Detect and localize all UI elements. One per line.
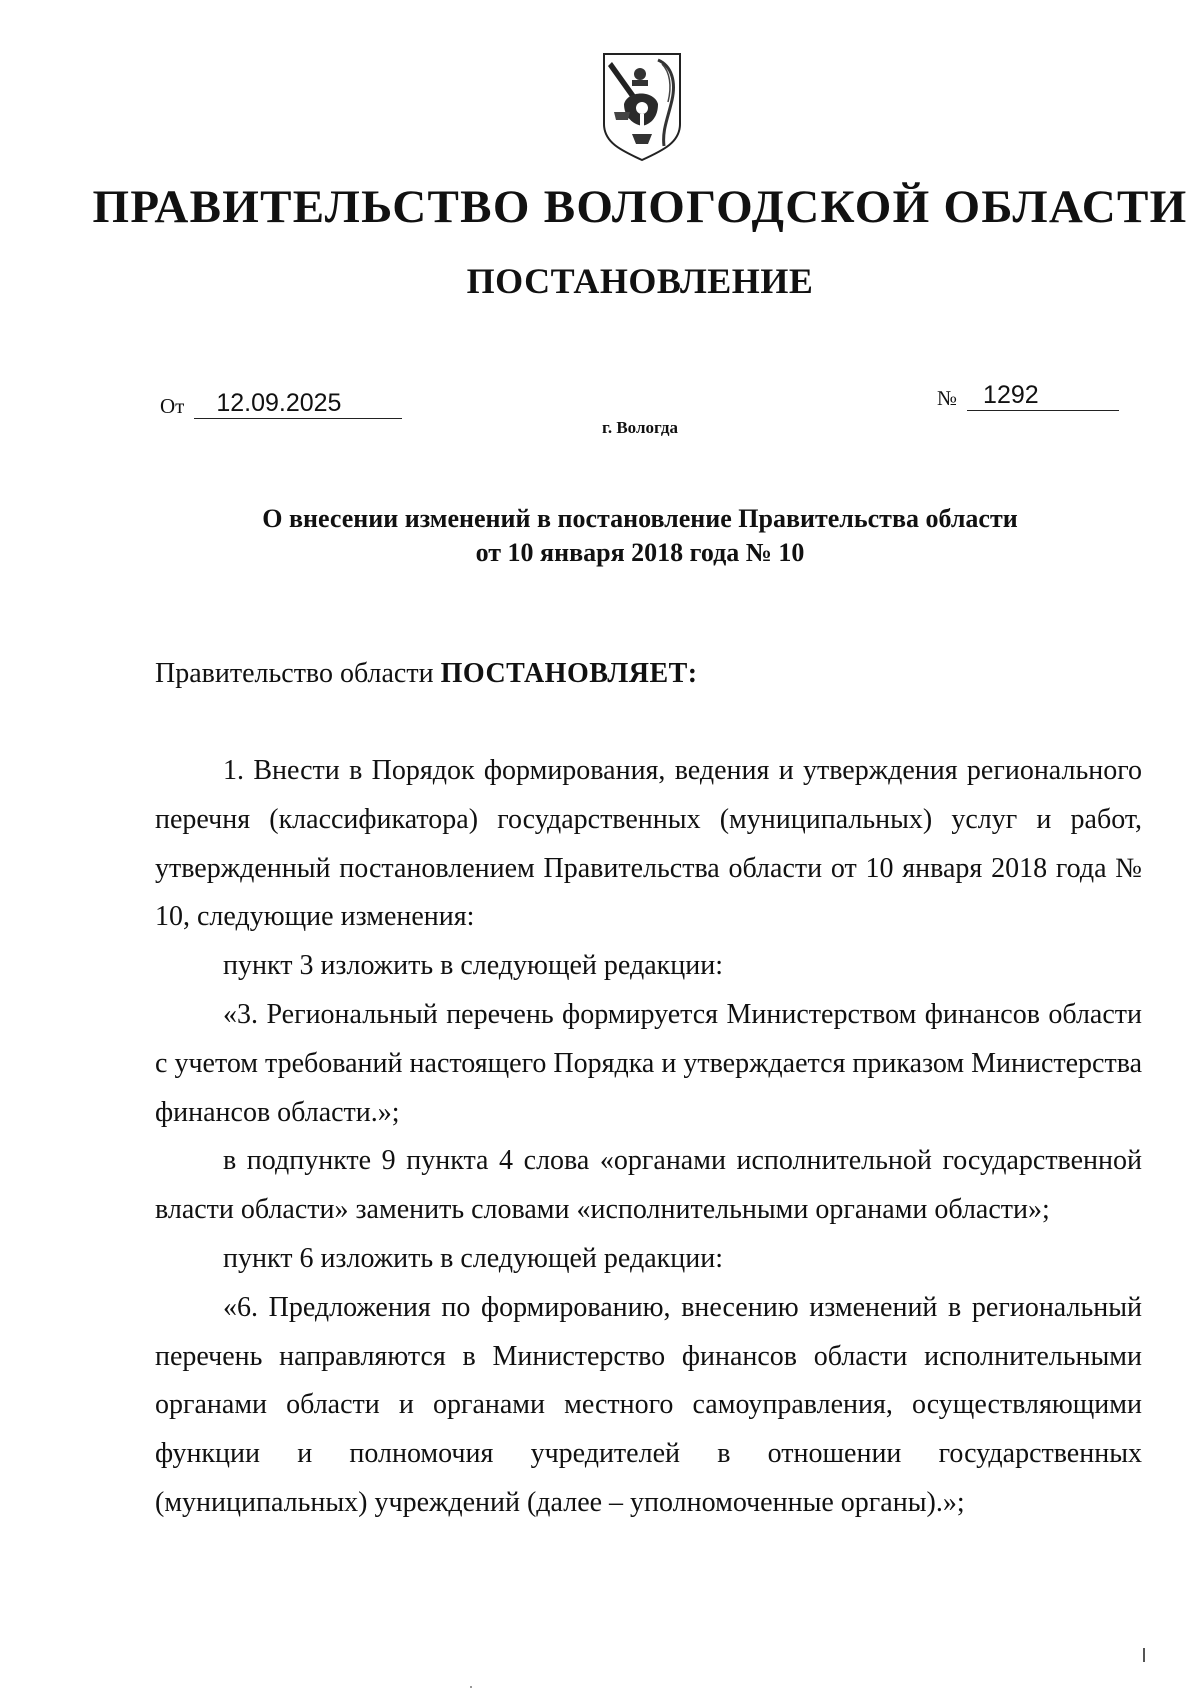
paragraph: в подпункте 9 пункта 4 слова «органами исполнительной государственной власти области» заменить словами «исполнительными органами области»; <box>155 1145 1142 1226</box>
decree-lead: Правительство области <box>155 658 441 689</box>
subject-line-2: от 10 января 2018 года № 10 <box>475 538 805 567</box>
document-number <box>937 380 1119 411</box>
organization-title: ПРАВИТЕЛЬСТВО ВОЛОГОДСКОЙ ОБЛАСТИ <box>92 181 1188 233</box>
city-label: г. Вологда <box>602 418 678 437</box>
scan-mark <box>1143 1648 1145 1662</box>
document-subject <box>0 502 1200 570</box>
date-prefix: От <box>160 394 185 418</box>
paragraph: «6. Предложения по формированию, внесению изменений в региональный перечень направляются в Министерство финансов области исполнительными органами области и органами местного самоуправления, осуществляющими функции и полномочия учредителей в отношении государственных (муниципальных) учреждений (далее – уполномоченные органы).»; <box>155 1291 1142 1518</box>
document-body <box>155 747 1142 1528</box>
paragraph: 1. Внести в Порядок формирования, ведения и утверждения регионального перечня (классификатора) государственных (муниципальных) услуг и работ, утвержденный постановлением Правительства области от 10 января 2018 года № 10, следующие изменения: <box>155 755 1142 933</box>
decree-statement <box>155 658 698 690</box>
paragraph: пункт 6 изложить в следующей редакции: <box>223 1242 723 1274</box>
paragraph: «3. Региональный перечень формируется Министерством финансов области с учетом требований настоящего Порядка и утверждается приказом Министерства финансов области.»; <box>155 998 1142 1128</box>
paragraph: пункт 3 изложить в следующей редакции: <box>223 950 723 982</box>
decree-keyword: ПОСТАНОВЛЯЕТ: <box>440 658 698 689</box>
number-value: 1292 <box>967 380 1119 411</box>
coat-of-arms-icon <box>602 52 682 164</box>
document-date <box>160 388 402 419</box>
date-value: 12.09.2025 <box>194 388 402 419</box>
number-prefix: № <box>937 386 958 410</box>
document-type-heading: ПОСТАНОВЛЕНИЕ <box>466 261 814 301</box>
scan-dot <box>470 1686 472 1688</box>
subject-line-1: О внесении изменений в постановление Правительства области <box>262 504 1018 533</box>
